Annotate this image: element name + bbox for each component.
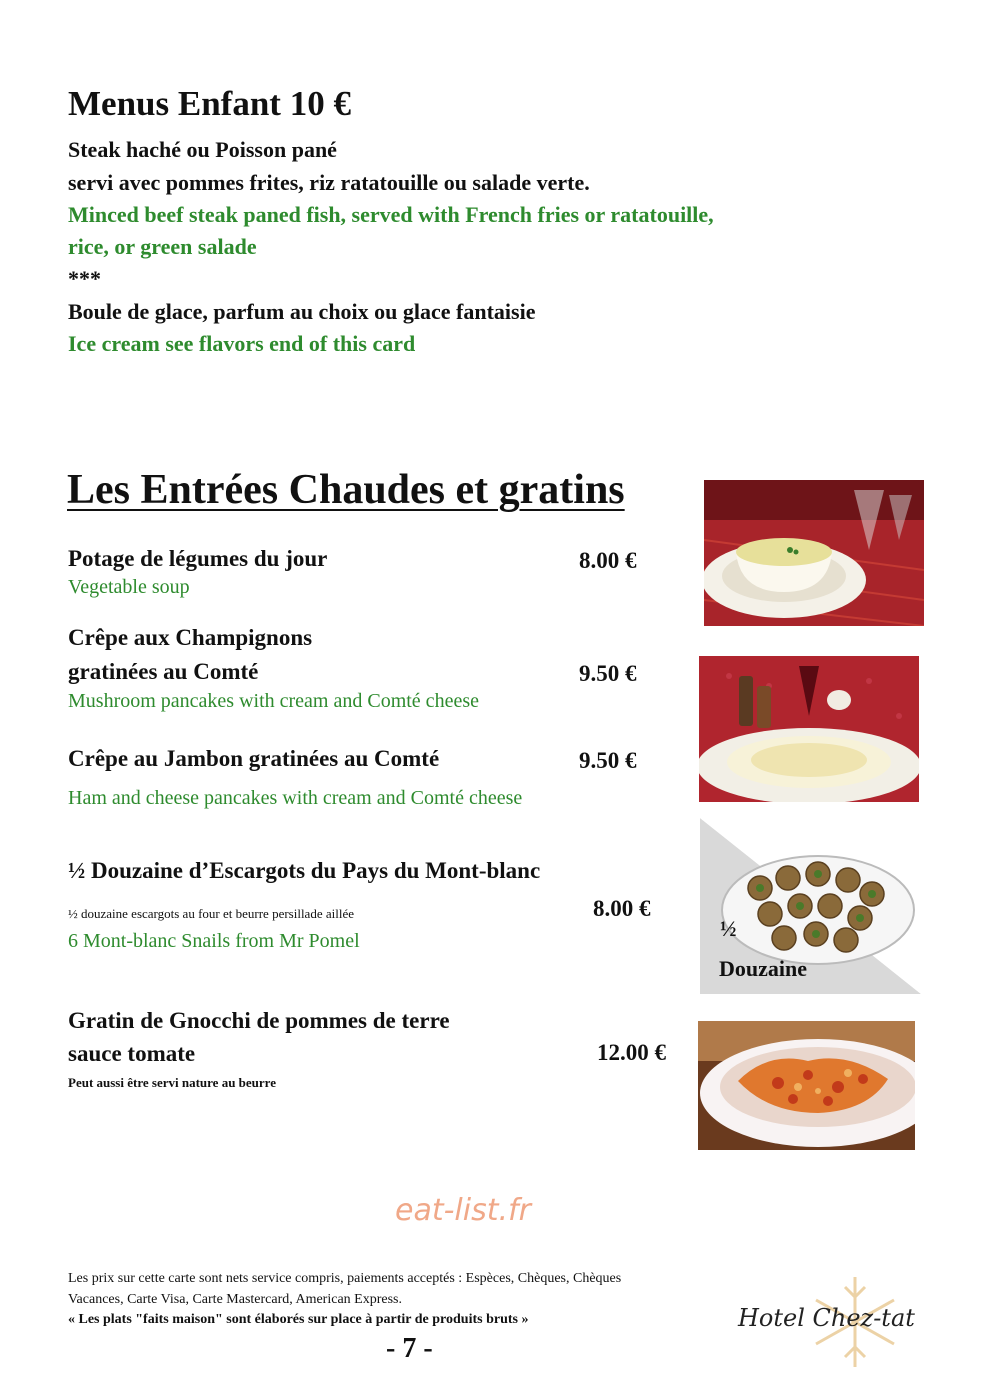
- dish-name-line-2: gratinées au Comté: [68, 659, 259, 684]
- dish-english: Vegetable soup: [68, 576, 190, 598]
- snails-photo-word: Douzaine: [719, 956, 807, 981]
- dish-english: Mushroom pancakes with cream and Comté cheese: [68, 690, 479, 712]
- footer-line-1: Les prix sur cette carte sont nets service compris, paiements acceptés : Espèces, Chèques, Chèques: [68, 1271, 622, 1286]
- footer-line-3: « Les plats "faits maison" sont élaborés sur place à partir de produits bruts »: [68, 1312, 529, 1327]
- snails-photo: [700, 818, 921, 994]
- dish-name: Potage de légumes du jour: [68, 546, 328, 571]
- kids-menu-separator: ***: [68, 266, 101, 291]
- kids-menu-english-1: Minced beef steak paned fish, served with French fries or ratatouille,: [68, 202, 714, 227]
- soup-photo: [704, 480, 924, 626]
- section-title: Les Entrées Chaudes et gratins: [67, 467, 625, 513]
- gnocchi-photo: [698, 1021, 915, 1150]
- dish-price: 9.50 €: [579, 748, 637, 773]
- dish-name-line-2: sauce tomate: [68, 1041, 196, 1066]
- dish-price: 8.00 €: [579, 548, 637, 573]
- dish-english: Ham and cheese pancakes with cream and Comté cheese: [68, 787, 523, 809]
- dish-name: ½ Douzaine d’Escargots du Pays du Mont-blanc: [68, 858, 541, 883]
- dish-note: Peut aussi être servi nature au beurre: [68, 1075, 276, 1090]
- dish-name: Crêpe au Jambon gratinées au Comté: [68, 746, 440, 771]
- footer-line-2: Vacances, Carte Visa, Carte Mastercard, American Express.: [68, 1292, 402, 1307]
- mushroom-crepe-photo: [699, 656, 919, 802]
- kids-menu-title: Menus Enfant 10 €: [68, 84, 351, 123]
- watermark: eat-list.fr: [395, 1193, 531, 1228]
- dish-price: 12.00 €: [597, 1040, 666, 1065]
- snails-photo-fraction: ½: [720, 916, 737, 941]
- kids-menu-dessert: Boule de glace, parfum au choix ou glace fantaisie: [68, 299, 536, 324]
- dish-price: 8.00 €: [593, 896, 651, 921]
- dish-english: 6 Mont-blanc Snails from Mr Pomel: [68, 930, 360, 952]
- dish-name-line-1: Crêpe aux Champignons: [68, 625, 313, 650]
- kids-menu-line-2: servi avec pommes frites, riz ratatouille ou salade verte.: [68, 170, 590, 195]
- dish-note: ½ douzaine escargots au four et beurre persillade aillée: [68, 906, 354, 921]
- page-number: - 7 -: [386, 1333, 433, 1364]
- kids-menu-dessert-english: Ice cream see flavors end of this card: [68, 331, 416, 356]
- kids-menu-line-1: Steak haché ou Poisson pané: [68, 137, 337, 162]
- dish-price: 9.50 €: [579, 661, 637, 686]
- hotel-logo: Hotel Chez-tat: [738, 1304, 915, 1332]
- dish-name-line-1: Gratin de Gnocchi de pommes de terre: [68, 1008, 450, 1033]
- kids-menu-english-2: rice, or green salade: [68, 234, 257, 259]
